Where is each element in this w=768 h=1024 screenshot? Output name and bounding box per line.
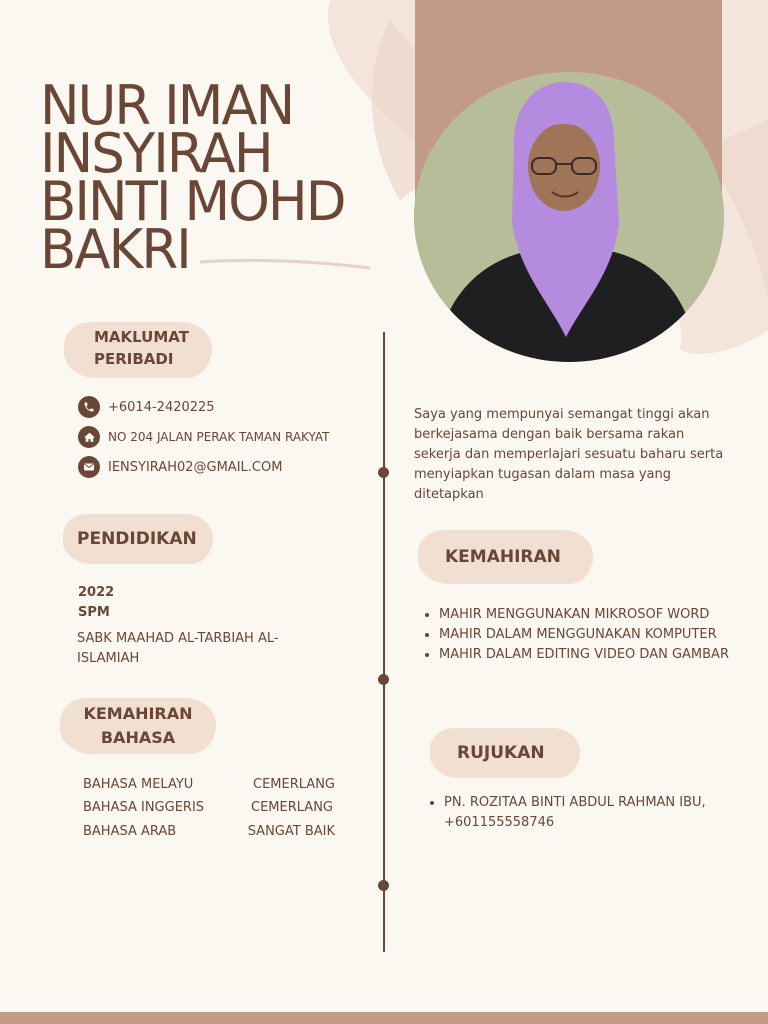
references-list	[426, 793, 714, 833]
timeline-dot	[378, 467, 389, 478]
mail-icon	[78, 456, 100, 478]
skill-item: • MAHIR DALAM EDITING VIDEO DAN GAMBAR	[439, 645, 739, 665]
education-school: SABK MAAHAD AL-TARBIAH AL-ISLAMIAH	[77, 631, 279, 666]
name-line-1: NUR IMAN	[40, 74, 294, 137]
timeline-line	[383, 332, 385, 952]
phone-number: +6014-2420225	[108, 399, 215, 415]
education-year: 2022	[78, 585, 115, 600]
language-name: BAHASA INGGERIS	[83, 800, 205, 815]
education-heading-text: PENDIDIKAN	[77, 529, 197, 549]
references-heading	[430, 728, 580, 778]
name-line-4: BAKRI	[40, 218, 190, 281]
personal-heading-line-2: PERIBADI	[94, 350, 174, 368]
email-row	[78, 456, 282, 478]
language-skills-heading	[60, 698, 216, 754]
footer-bar	[0, 1012, 768, 1024]
language-row	[83, 822, 343, 842]
skill-item: • MAHIR MENGGUNAKAN MIKROSOF WORD	[439, 605, 739, 625]
language-level: SANGAT BAIK	[247, 824, 335, 839]
timeline-dot	[378, 880, 389, 891]
phone-row	[78, 396, 215, 418]
personal-heading-line-1: MAKLUMAT	[94, 328, 189, 346]
education-heading	[63, 514, 213, 564]
timeline-dot	[378, 674, 389, 685]
name-line-3: BINTI MOHD	[40, 170, 345, 233]
education-qualification: SPM	[78, 605, 110, 620]
language-level: CEMERLANG	[251, 800, 333, 815]
references-heading-text: RUJUKAN	[457, 743, 545, 763]
language-level: CEMERLANG	[253, 777, 335, 792]
profile-photo	[414, 72, 724, 362]
language-row	[83, 798, 343, 818]
profile-summary: Saya yang mempunyai semangat tinggi akan berkejasama dengan baik bersama rakan sekerja dan memperlajari sesuatu baharu serta menyiapkan tugasan dalam masa yang ditetapkan	[414, 407, 724, 502]
skills-heading-text: KEMAHIRAN	[445, 547, 561, 567]
full-name	[40, 74, 393, 281]
address-row	[78, 426, 329, 448]
language-heading-line-2: BAHASA	[100, 728, 176, 747]
personal-info-heading	[64, 322, 212, 378]
name-line-2: INSYIRAH	[40, 122, 272, 185]
home-icon	[78, 426, 100, 448]
language-name: BAHASA MELAYU	[83, 777, 194, 792]
language-heading-line-1: KEMAHIRAN	[83, 704, 193, 723]
address-text: NO 204 JALAN PERAK TAMAN RAKYAT	[108, 430, 330, 444]
phone-icon	[78, 396, 100, 418]
skills-heading	[418, 530, 593, 584]
language-row	[83, 775, 343, 795]
skills-list	[421, 605, 739, 665]
skill-item: • MAHIR DALAM MENGGUNAKAN KOMPUTER	[439, 625, 739, 645]
email-text: IENSYIRAH02@GMAIL.COM	[108, 459, 283, 475]
reference-item: • PN. ROZITAA BINTI ABDUL RAHMAN IBU, +601155558746	[444, 793, 714, 833]
language-name: BAHASA ARAB	[83, 824, 177, 839]
